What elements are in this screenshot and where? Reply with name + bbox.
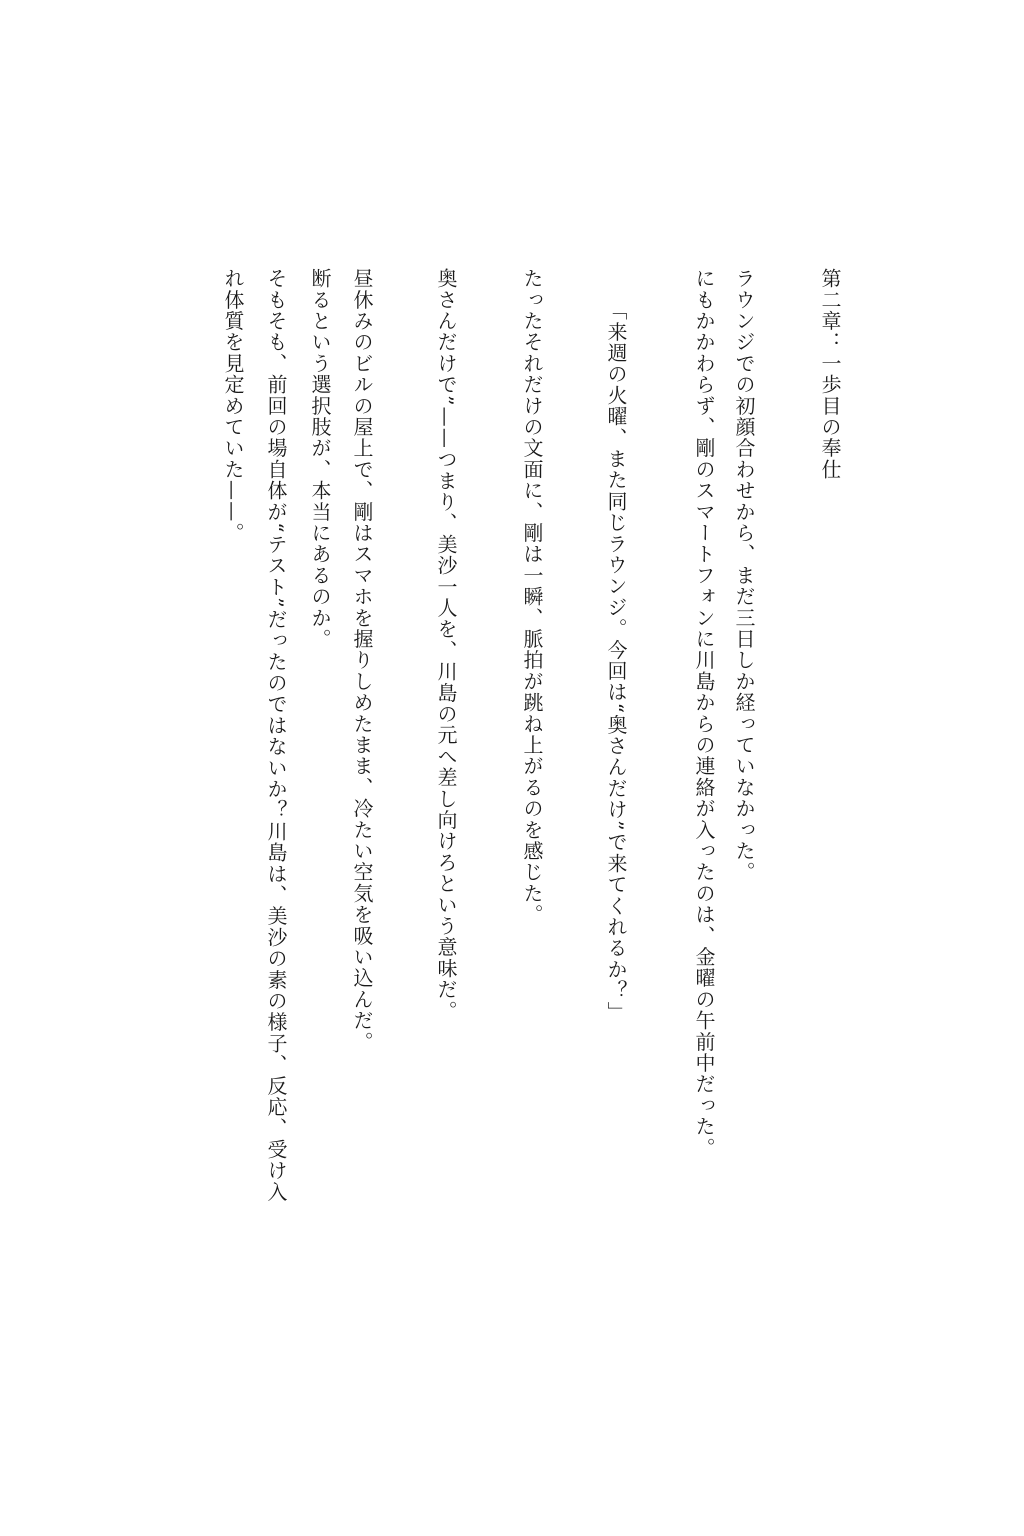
- paragraph: にもかかわらず、剛のスマートフォンに川島からの連絡が入ったのは、金曜の午前中だった。: [692, 268, 716, 1159]
- paragraph: ラウンジでの初顔合わせから、まだ三日しか経っていなかった。: [732, 268, 756, 883]
- paragraph: 昼休みのビルの屋上で、剛はスマホを握りしめたまま、冷たい空気を吸い込んだ。: [350, 268, 374, 1053]
- paragraph: 奥さんだけで”——つまり、美沙一人を、川島の元へ差し向けろという意味だ。: [434, 268, 458, 1022]
- paragraph: たったそれだけの文面に、剛は一瞬、脈拍が跳ね上がるのを感じた。: [520, 268, 544, 926]
- paragraph: そもそも、前回の場自体が“テスト”だったのではないか？川島は、美沙の素の様子、反応、受け入: [264, 268, 288, 1203]
- dialogue-line: 「来週の火曜、また同じラウンジ。今回は“奥さんだけ”で来てくれるか？」: [604, 300, 628, 1023]
- paragraph: 断るという選択肢が、本当にあるのか。: [308, 268, 332, 650]
- chapter-title: 第二章：一歩目の奉仕: [818, 268, 842, 480]
- paragraph-continuation: れ体質を見定めていた——。: [221, 268, 245, 544]
